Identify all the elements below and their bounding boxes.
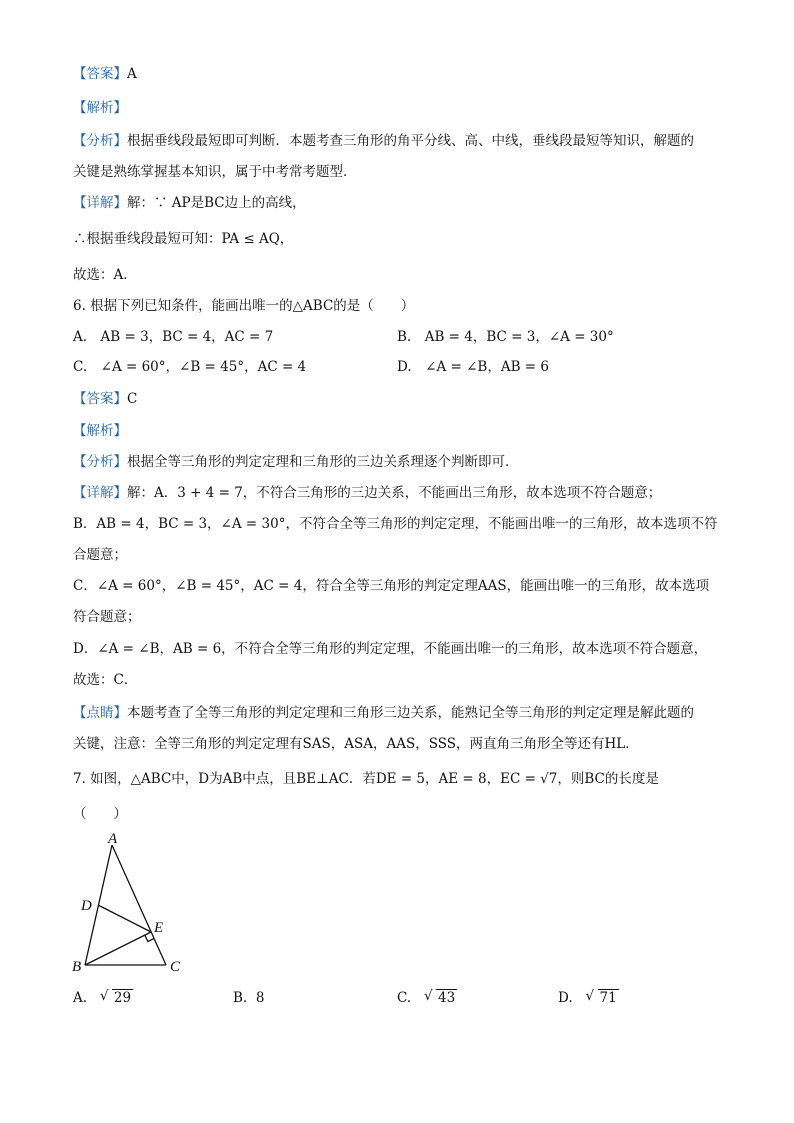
q5-detail-line-2: ∴根据垂线段最短可知：PA ≤ AQ， bbox=[73, 231, 294, 247]
triangle-figure bbox=[66, 828, 196, 978]
q6-option-a: A. AB = 3，BC = 4，AC = 7 bbox=[73, 329, 274, 345]
q5-fenxi-line-1 bbox=[73, 131, 694, 151]
q5-answer-line bbox=[73, 64, 137, 84]
q6-detail-c-1: C．∠A = 60°，∠B = 45°，AC = 4，符合全等三角形的判定定理AAS，能画出唯一的三角形，故本选项 bbox=[73, 578, 710, 594]
radicand: 71 bbox=[599, 990, 617, 1006]
fenxi-text: 根据全等三角形的判定定理和三角形的三边关系理逐个判断即可． bbox=[127, 454, 519, 470]
label-a: A bbox=[108, 831, 118, 847]
option-label: A. bbox=[73, 990, 88, 1006]
q6-option-d: D. ∠A = ∠B，AB = 6 bbox=[397, 359, 549, 375]
sqrt-icon: √ bbox=[99, 988, 109, 1004]
analysis-tag: 【解析】 bbox=[73, 423, 127, 439]
label-b: B bbox=[72, 959, 82, 975]
answer-tag: 【答案】 bbox=[73, 391, 127, 407]
detail-text: 解：∵ AP是BC边上的高线， bbox=[127, 195, 306, 211]
option-label: D. bbox=[558, 990, 573, 1006]
fenxi-text: 根据垂线段最短即可判断．本题考查三角形的角平分线、高、中线，垂线段最短等知识，解题的 bbox=[127, 133, 694, 149]
sqrt-expression bbox=[586, 988, 619, 1008]
q6-detail-b-2: 合题意； bbox=[73, 547, 127, 563]
fenxi-tag: 【分析】 bbox=[73, 454, 127, 470]
q5-fenxi-line-2: 关键是熟练掌握基本知识，属于中考常考题型． bbox=[73, 164, 357, 180]
answer-value: A bbox=[127, 66, 137, 82]
radicand: 29 bbox=[113, 990, 132, 1006]
q5-analysis-heading bbox=[73, 98, 127, 118]
q6-answer-line bbox=[73, 389, 137, 409]
q6-analysis-heading bbox=[73, 421, 127, 441]
answer-value: C bbox=[127, 391, 138, 407]
q6-choose: 故选：C． bbox=[73, 672, 138, 688]
q7-stem-line-1: 7. 如图，△ABC中，D为AB中点，且BE⊥AC．若DE = 5，AE = 8，EC = √7，则BC的长度是 bbox=[73, 771, 659, 787]
sqrt-icon: √ bbox=[424, 988, 433, 1004]
q6-dianjing-line-1 bbox=[73, 703, 694, 723]
fenxi-tag: 【分析】 bbox=[73, 133, 127, 149]
detail-tag: 【详解】 bbox=[73, 485, 127, 501]
q5-choose: 故选：A． bbox=[73, 267, 137, 283]
dianjing-text: 本题考查了全等三角形的判定定理和三角形三边关系，能熟记全等三角形的判定定理是解此题的 bbox=[127, 705, 694, 721]
q6-stem: 6. 根据下列已知条件，能画出唯一的△ABC的是（ ） bbox=[73, 298, 415, 314]
q6-detail-b-1: B．AB = 4，BC = 3，∠A = 30°，不符合全等三角形的判定定理，不能画出唯一的三角形，故本选项不符 bbox=[73, 516, 718, 532]
q7-option-c bbox=[397, 988, 457, 1008]
dianjing-tag: 【点睛】 bbox=[73, 705, 127, 721]
q6-fenxi-line bbox=[73, 452, 519, 472]
option-label: C. bbox=[397, 990, 412, 1006]
q6-detail-d: D．∠A = ∠B，AB = 6，不符合全等三角形的判定定理，不能画出唯一的三角形，故本选项不符合题意， bbox=[73, 641, 708, 657]
answer-tag: 【答案】 bbox=[73, 66, 127, 82]
option-value: 8 bbox=[255, 990, 265, 1006]
label-e: E bbox=[154, 920, 164, 936]
q6-detail-a bbox=[73, 483, 661, 503]
q6-option-c: C. ∠A = 60°，∠B = 45°，AC = 4 bbox=[73, 359, 307, 375]
q5-detail-line-1 bbox=[73, 193, 306, 213]
detail-text: 解：A．3 + 4 = 7，不符合三角形的三边关系，不能画出三角形，故本选项不符合题意； bbox=[127, 485, 662, 501]
q7-option-b bbox=[233, 988, 264, 1008]
q6-option-b: B. AB = 4，BC = 3，∠A = 30° bbox=[397, 329, 614, 345]
sqrt-icon: √ bbox=[585, 988, 595, 1004]
q6-detail-c-2: 符合题意； bbox=[73, 609, 141, 625]
sqrt-expression bbox=[424, 988, 457, 1008]
radicand: 43 bbox=[438, 990, 456, 1006]
q7-option-a bbox=[73, 988, 133, 1008]
label-c: C bbox=[170, 959, 181, 975]
option-label: B. bbox=[233, 990, 248, 1006]
label-d: D bbox=[81, 898, 92, 914]
q7-stem-line-2: （ ） bbox=[73, 806, 127, 822]
analysis-tag: 【解析】 bbox=[73, 100, 127, 116]
q6-dianjing-line-2: 关键，注意：全等三角形的判定定理有SAS，ASA，AAS，SSS，两直角三角形全等还有HL． bbox=[73, 736, 639, 752]
detail-tag: 【详解】 bbox=[73, 195, 127, 211]
segment-be bbox=[85, 932, 151, 965]
segment-de bbox=[98, 905, 151, 932]
q7-option-d bbox=[558, 988, 619, 1008]
sqrt-expression bbox=[100, 988, 133, 1008]
